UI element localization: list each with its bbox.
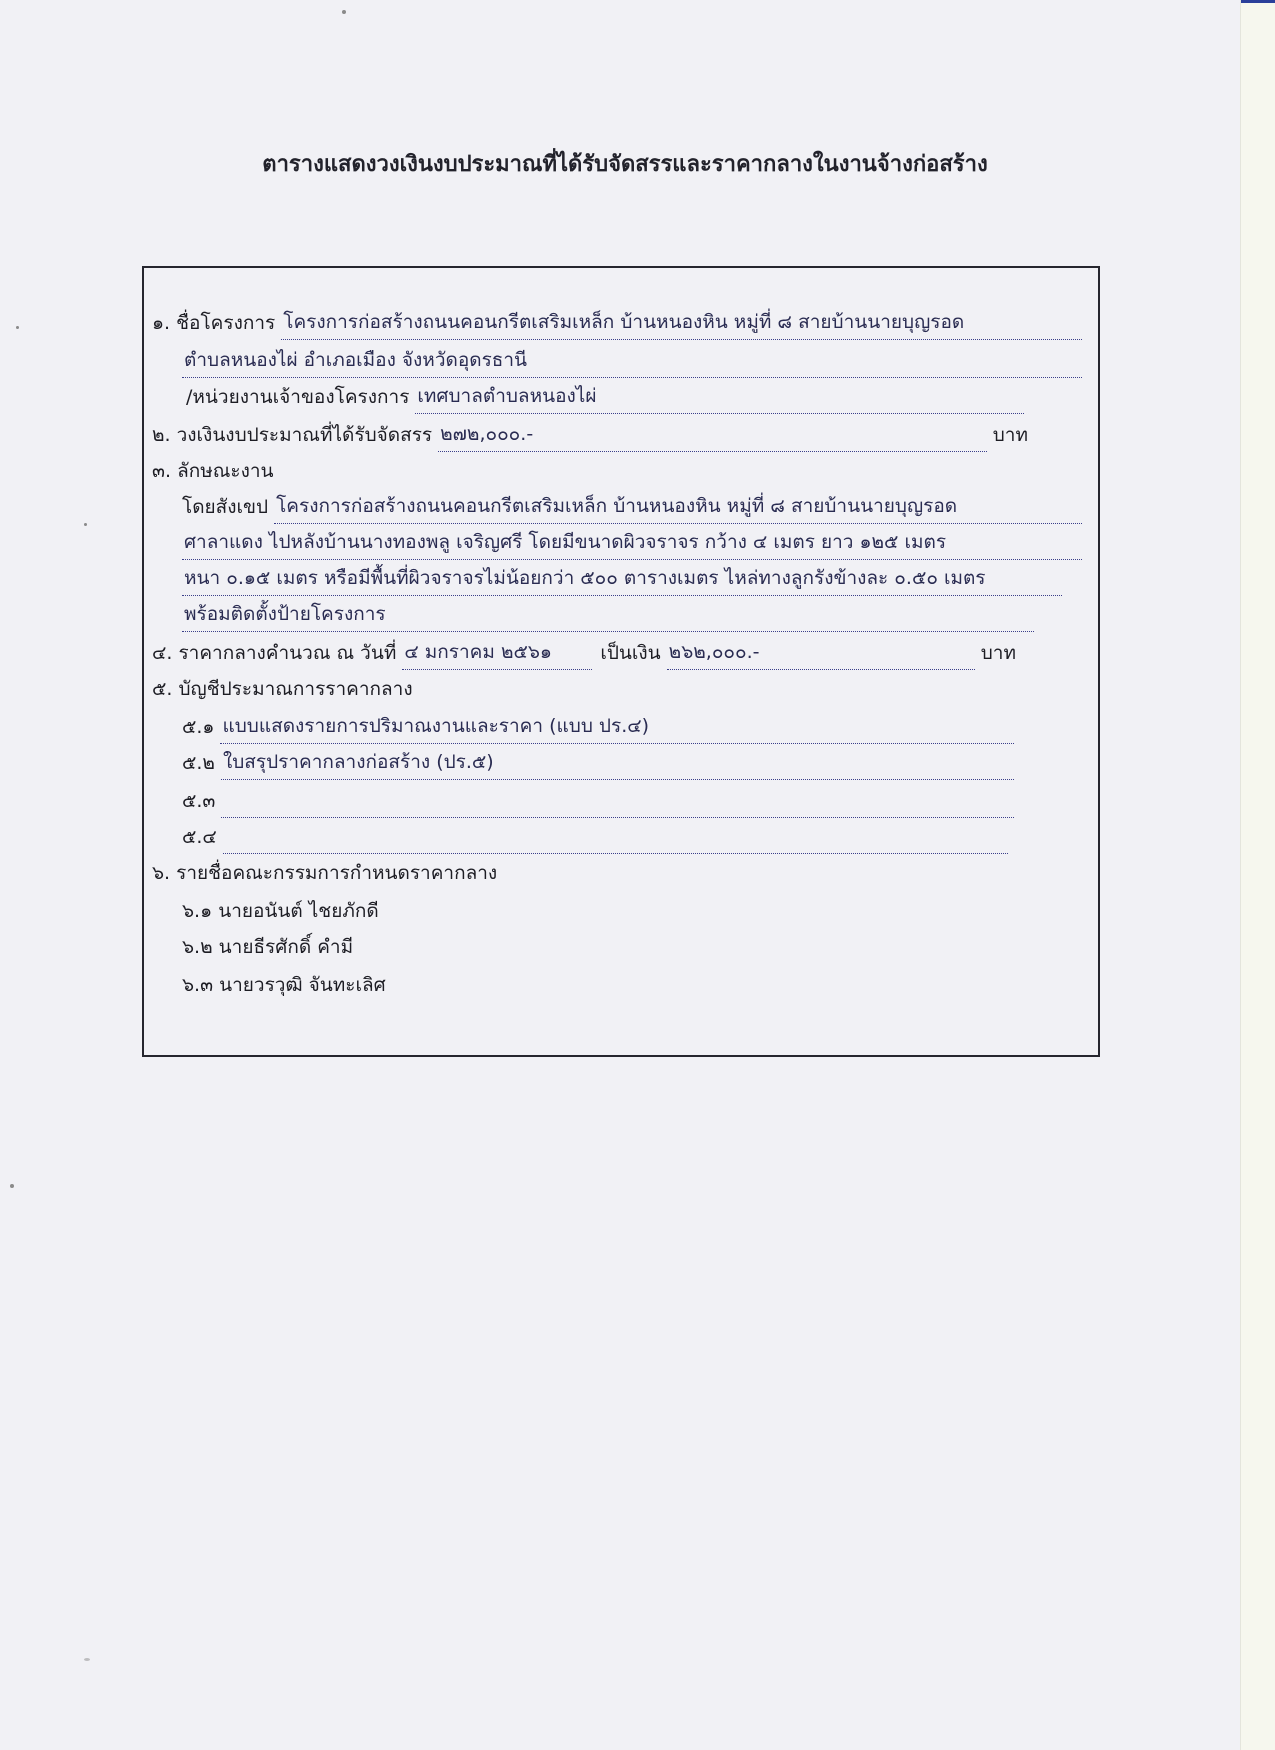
committee-member-name: ๖.๓ นายวรวุฒิ จันทะเลิศ — [182, 974, 386, 996]
item1-location-row — [182, 344, 1082, 378]
item2-unit: บาท — [992, 424, 1028, 446]
page-edge-strip — [1240, 0, 1275, 1750]
item3-summary-row — [182, 490, 1082, 524]
item3-line-field — [274, 491, 1082, 524]
item2-amount: ๒๗๒,๐๐๐.- — [440, 423, 534, 445]
item1-location-field — [182, 345, 1082, 378]
item1-agency-field — [415, 381, 1024, 414]
item5-entry-field — [221, 815, 1014, 818]
item1-agency: เทศบาลตำบลหนองไผ่ — [417, 385, 597, 407]
item3-line-row — [182, 598, 1034, 632]
item2-amount-field — [438, 419, 987, 452]
item3-line: โครงการก่อสร้างถนนคอนกรีตเสริมเหล็ก บ้านหนองหิน หมู่ที่ ๘ สายบ้านนายบุญรอด — [276, 495, 958, 517]
item3-row — [152, 454, 1082, 488]
item4-row — [152, 636, 1016, 670]
item3-line-field — [182, 563, 1062, 596]
item1-row — [152, 306, 1082, 340]
item3-line-field — [182, 599, 1034, 632]
item6-label: ๖. รายชื่อคณะกรรมการกำหนดราคากลาง — [152, 862, 498, 884]
scan-speck — [16, 326, 19, 329]
committee-member — [182, 894, 1082, 928]
item4-date-field — [402, 637, 592, 670]
item3-line-field — [182, 527, 1082, 560]
scan-speck — [10, 1184, 14, 1188]
committee-member-name: ๖.๒ นายธีรศักดิ์ คำมี — [182, 936, 354, 958]
scan-speck — [84, 1658, 90, 1661]
item1-agency-row — [186, 380, 1024, 414]
item5-entry-text: ใบสรุปราคากลางก่อสร้าง (ปร.๕) — [222, 751, 494, 773]
item1-agency-label: /หน่วยงานเจ้าของโครงการ — [186, 386, 410, 408]
item3-line: พร้อมติดตั้งป้ายโครงการ — [184, 603, 386, 625]
item1-location: ตำบลหนองไผ่ อำเภอเมือง จังหวัดอุดรธานี — [184, 349, 528, 371]
item2-label: ๒. วงเงินงบประมาณที่ได้รับจัดสรร — [152, 424, 433, 446]
item5-entry-num: ๕.๑ — [182, 716, 215, 738]
item3-line: หนา ๐.๑๕ เมตร หรือมีพื้นที่ผิวจราจรไม่น้อยกว่า ๕๐๐ ตารางเมตร ไหล่ทางลูกรังข้างละ ๐.๕๐ เมตร — [184, 567, 986, 589]
item2-row — [152, 418, 1028, 452]
item4-amount-field — [667, 637, 975, 670]
committee-member — [182, 930, 1082, 964]
item5-entry-field — [221, 747, 1014, 780]
item4-amount: ๒๖๒,๐๐๐.- — [668, 641, 760, 663]
item4-date: ๔ มกราคม ๒๕๖๑ — [404, 641, 552, 663]
item3-line-row — [182, 562, 1062, 596]
item4-unit: บาท — [980, 642, 1016, 664]
item3-label: ๓. ลักษณะงาน — [152, 460, 274, 482]
committee-member — [182, 968, 1082, 1002]
item1-project-field — [281, 307, 1082, 340]
item5-entry-field — [220, 711, 1014, 744]
item5-entry-num: ๕.๓ — [182, 790, 216, 812]
item1-project-name: โครงการก่อสร้างถนนคอนกรีตเสริมเหล็ก บ้านหนองหิน หมู่ที่ ๘ สายบ้านนายบุญรอด — [283, 311, 965, 333]
item5-entry-row — [182, 820, 1008, 854]
item3-line-row — [182, 526, 1082, 560]
item6-row — [152, 856, 1082, 890]
item3-summary-label: โดยสังเขป — [182, 496, 269, 518]
scan-speck — [84, 523, 87, 526]
item5-entry-num: ๕.๒ — [182, 752, 215, 774]
item5-entry-row — [182, 784, 1014, 818]
item1-label: ๑. ชื่อโครงการ — [152, 312, 276, 334]
item5-label: ๕. บัญชีประมาณการราคากลาง — [152, 678, 413, 700]
item3-line: ศาลาแดง ไปหลังบ้านนางทองพลู เจริญศรี โดยมีขนาดผิวจราจร กว้าง ๔ เมตร ยาว ๑๒๕ เมตร — [184, 531, 947, 553]
document-title: ตารางแสดงวงเงินงบประมาณที่ได้รับจัดสรรและราคากลางในงานจ้างก่อสร้าง — [262, 152, 988, 177]
scan-speck — [342, 10, 346, 14]
item5-entry-num: ๕.๔ — [182, 826, 217, 848]
committee-member-name: ๖.๑ นายอนันต์ ไชยภักดี — [182, 900, 379, 922]
item4-amount-label: เป็นเงิน — [600, 642, 661, 664]
item5-entry-field — [223, 851, 1008, 854]
item5-entry-row — [182, 710, 1014, 744]
item5-entry-row — [182, 746, 1014, 780]
item5-row — [152, 672, 1082, 706]
item4-label: ๔. ราคากลางคำนวณ ณ วันที่ — [152, 642, 397, 664]
item5-entry-text: แบบแสดงรายการปริมาณงานและราคา (แบบ ปร.๔) — [222, 715, 650, 737]
